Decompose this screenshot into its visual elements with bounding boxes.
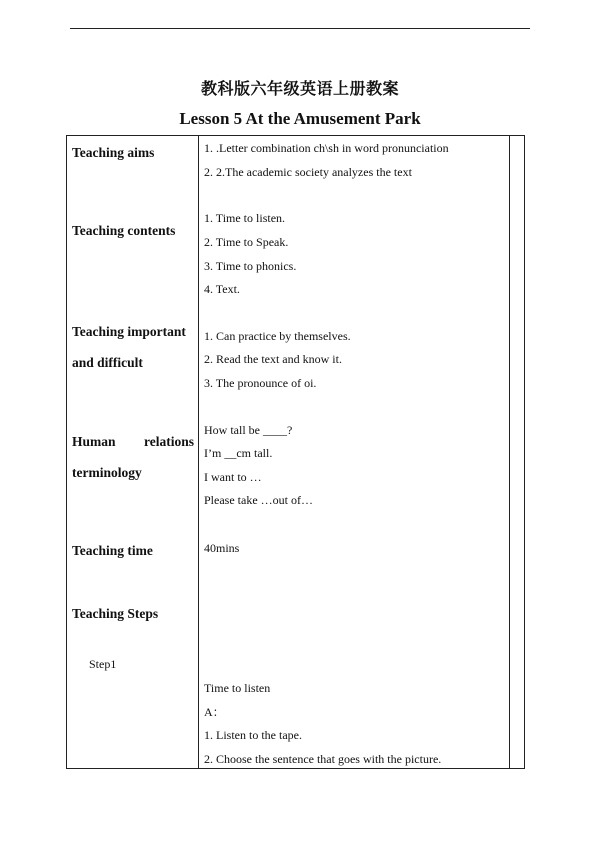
column-divider-left	[198, 136, 199, 768]
steps-line-1: Time to listen	[204, 681, 271, 695]
contents-line-4: 4. Text.	[204, 282, 240, 296]
label-teaching-steps: Teaching Steps	[72, 606, 159, 621]
contents-line-2: 2. Time to Speak.	[204, 235, 289, 249]
column-divider-right	[509, 136, 510, 768]
step1-label: Step1	[89, 657, 117, 671]
label-human: Human	[72, 434, 116, 449]
steps-line-2: A：	[204, 705, 225, 719]
human-line-2: I’m __cm tall.	[204, 446, 273, 460]
important-line-1: 1. Can practice by themselves.	[204, 329, 351, 343]
label-teaching-important: Teaching important	[72, 324, 186, 339]
label-teaching-time: Teaching time	[72, 543, 153, 558]
lesson-plan-table	[66, 135, 525, 769]
label-teaching-aims: Teaching aims	[72, 145, 155, 160]
important-line-3: 3. The pronounce of oi.	[204, 376, 317, 390]
document-title-cn: 教科版六年级英语上册教案	[200, 79, 399, 98]
aims-line-2: 2. 2.The academic society analyzes the text	[204, 165, 412, 179]
steps-line-4: 2. Choose the sentence that goes with the picture.	[204, 752, 442, 766]
important-line-2: 2. Read the text and know it.	[204, 352, 342, 366]
teaching-time-value: 40mins	[204, 541, 240, 555]
human-line-3: I want to …	[204, 470, 262, 484]
header-rule	[70, 28, 530, 29]
steps-line-3: 1. Listen to the tape.	[204, 728, 302, 742]
label-relations: relations	[144, 434, 194, 449]
label-human-relations	[72, 434, 194, 450]
human-line-1: How tall be ____?	[204, 423, 293, 437]
lesson-title: Lesson 5 At the Amusement Park	[179, 109, 421, 128]
contents-line-1: 1. Time to listen.	[204, 211, 286, 225]
aims-line-1: 1. .Letter combination ch\sh in word pronunciation	[204, 141, 449, 155]
label-terminology: terminology	[72, 465, 142, 480]
label-teaching-contents: Teaching contents	[72, 223, 176, 238]
contents-line-3: 3. Time to phonics.	[204, 259, 297, 273]
human-line-4: Please take …out of…	[204, 493, 313, 507]
label-and-difficult: and difficult	[72, 355, 143, 370]
